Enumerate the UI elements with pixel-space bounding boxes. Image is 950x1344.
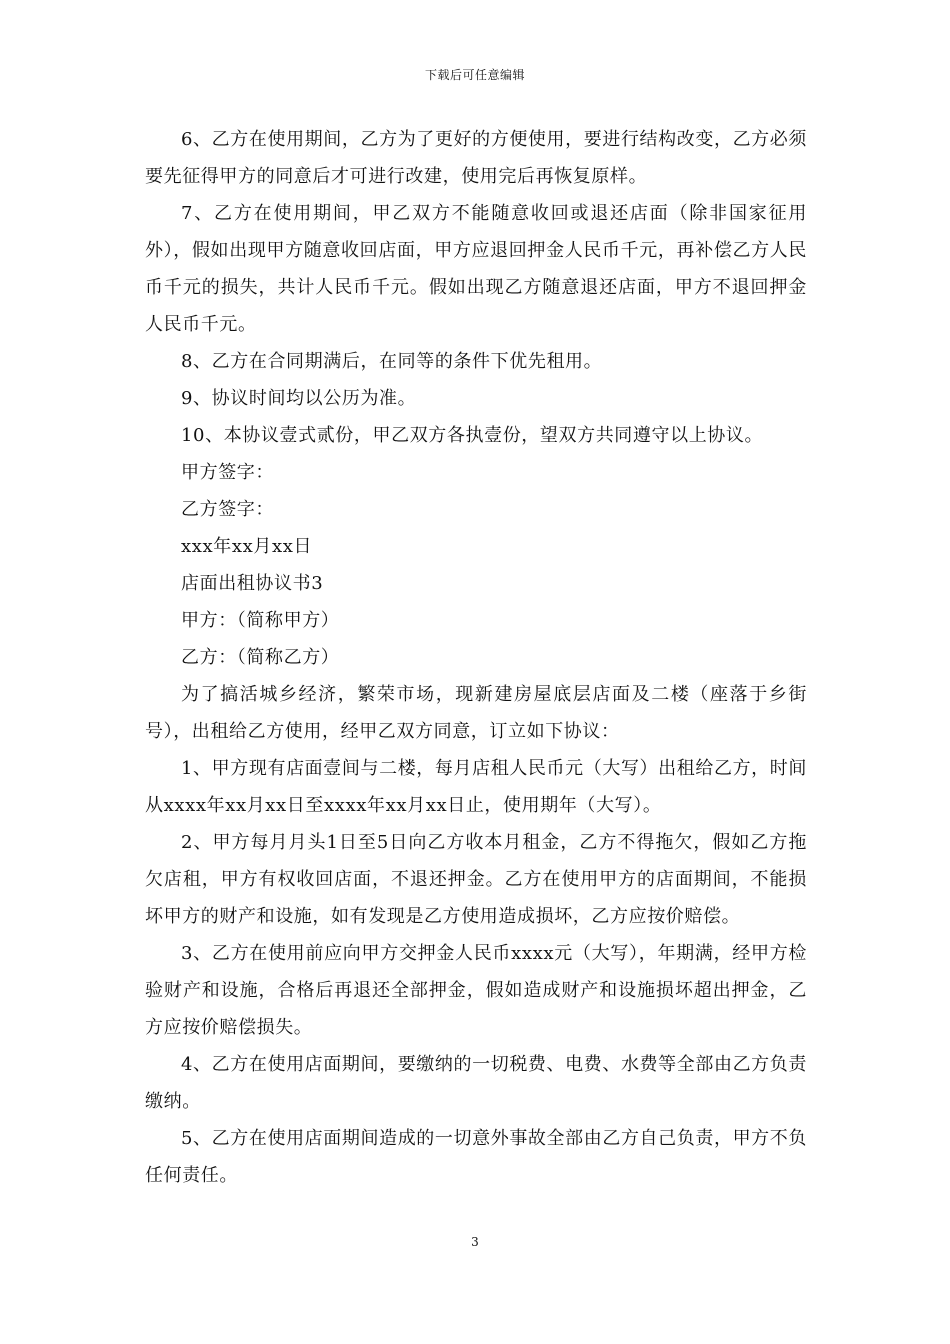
party-b-line: 乙方：（简称乙方）: [181, 647, 340, 668]
party-b-signature: 乙方签字：: [181, 499, 274, 520]
party-a-line: 甲方：（简称甲方）: [181, 610, 340, 631]
clause-8: 8、乙方在合同期满后，在同等的条件下优先租用。: [181, 351, 603, 372]
clause-1: 1、甲方现有店面壹间与二楼，每月店租人民币元（大写）出租给乙方，时间从xxxx年xx月xx日至xxxx年xx月xx日止，使用期年（大写）。: [145, 758, 807, 816]
party-a-signature: 甲方签字：: [181, 462, 274, 483]
page-header: 下载后可任意编辑: [424, 68, 525, 82]
page-number: 3: [471, 1235, 479, 1249]
clause-3: 3、乙方在使用前应向甲方交押金人民币xxxx元（大写），年期满，经甲方检验财产和设施，合格后再退还全部押金，假如造成财产和设施损坏超出押金，乙方应按价赔偿损失。: [145, 943, 807, 1038]
signing-date: xxx年xx月xx日: [181, 536, 313, 557]
preamble: 为了搞活城乡经济，繁荣市场，现新建房屋底层店面及二楼（座落于乡街号），出租给乙方使用，经甲乙双方同意，订立如下协议：: [145, 684, 807, 742]
agreement-title: 店面出租协议书3: [181, 573, 324, 594]
clause-6: 6、乙方在使用期间，乙方为了更好的方便使用，要进行结构改变，乙方必须要先征得甲方的同意后才可进行改建，使用完后再恢复原样。: [145, 129, 807, 187]
clause-5: 5、乙方在使用店面期间造成的一切意外事故全部由乙方自己负责，甲方不负任何责任。: [145, 1128, 807, 1186]
clause-10: 10、本协议壹式贰份，甲乙双方各执壹份，望双方共同遵守以上协议。: [181, 425, 764, 446]
clause-2: 2、甲方每月月头1日至5日向乙方收本月租金，乙方不得拖欠，假如乙方拖欠店租，甲方有权收回店面，不退还押金。乙方在使用甲方的店面期间，不能损坏甲方的财产和设施，如有发现是乙方使用造成损坏，乙方应按价赔偿。: [145, 832, 807, 927]
clause-9: 9、协议时间均以公历为准。: [181, 388, 417, 409]
clause-7: 7、乙方在使用期间，甲乙双方不能随意收回或退还店面（除非国家征用外），假如出现甲方随意收回店面，甲方应退回押金人民币千元，再补偿乙方人民币千元的损失，共计人民币千元。假如出现乙方随意退还店面，甲方不退回押金人民币千元。: [145, 203, 807, 335]
document-body: [145, 121, 807, 1194]
clause-4: 4、乙方在使用店面期间，要缴纳的一切税费、电费、水费等全部由乙方负责缴纳。: [145, 1054, 807, 1112]
